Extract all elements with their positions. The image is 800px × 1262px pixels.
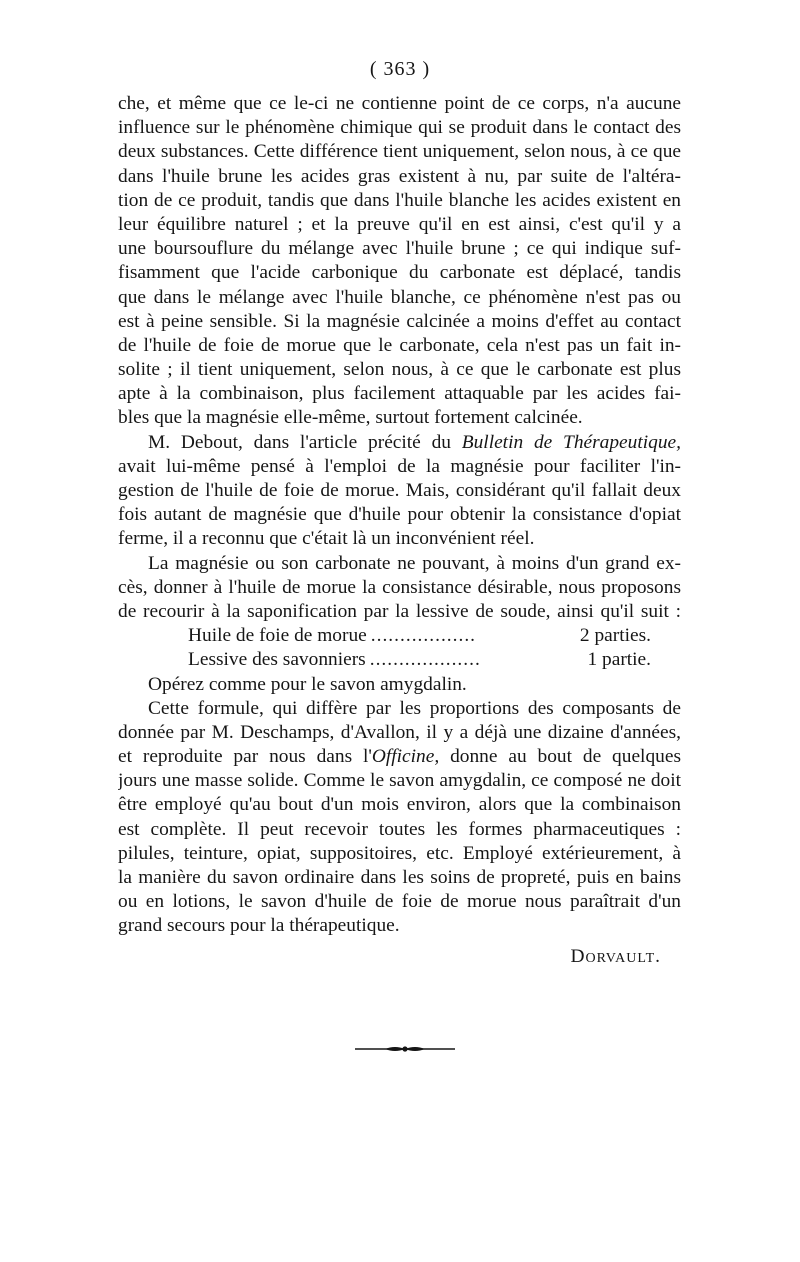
ingredient: Lessive des savonniers xyxy=(188,649,366,671)
text-line: cès, donner à l'huile de morue la consistance désirable, nous proposons xyxy=(118,576,681,598)
text-line: La magnésie ou son carbonate ne pouvant, à moins d'un grand ex- xyxy=(148,552,681,574)
text-span: M. Debout, dans l'article précité du xyxy=(148,431,451,453)
text-line: jours une masse solide. Comme le savon amygdalin, ce composé ne doit xyxy=(118,770,681,792)
ingredient: Huile de foie de morue xyxy=(188,625,367,647)
text-line: ferme, il a reconnu que c'était là un inconvénient réel. xyxy=(118,528,535,550)
text-line: être employé qu'au bout d'un mois environ, alors que la combinaison xyxy=(118,794,681,816)
leader-dots: .................. xyxy=(370,625,477,647)
text-line: de l'huile de foie de morue que le carbonate, cela n'est pas un fait in- xyxy=(118,334,681,356)
text-line xyxy=(118,745,681,769)
amount: 2 parties. xyxy=(579,625,651,647)
text-line: est complète. Il peut recevoir toutes les formes pharmaceutiques : xyxy=(118,818,681,840)
end-ornament-icon xyxy=(355,1044,455,1054)
leader-dots: ................... xyxy=(369,649,481,671)
text-line: une boursouflure du mélange avec l'huile brune ; ce qui indique suf- xyxy=(118,238,681,260)
text-line: est à peine sensible. Si la magnésie calcinée a moins d'effet au contact xyxy=(118,310,681,332)
text-line: tion de ce produit, tandis que dans l'huile blanche les acides existent en xyxy=(118,189,681,211)
text-line: que dans le mélange avec l'huile blanche, ce phénomène n'est pas ou xyxy=(118,286,681,308)
text-line: fois autant de magnésie que d'huile pour obtenir la consistance d'opiat xyxy=(118,504,681,526)
text-line: Opérez comme pour le savon amygdalin. xyxy=(148,673,467,695)
text-span: donne au bout de quelques xyxy=(439,746,681,768)
page-number: ( 363 ) xyxy=(369,58,431,80)
text-line: bles que la magnésie elle-même, surtout fortement calcinée. xyxy=(118,407,583,429)
recipe-line xyxy=(118,624,681,648)
book-title: Officine, xyxy=(371,746,440,768)
author-signature: Dorvault. xyxy=(570,945,661,967)
text-line: che, et même que ce le-ci ne contienne point de ce corps, n'a aucune xyxy=(118,93,681,114)
text-line: grand secours pour la thérapeutique. xyxy=(118,915,400,937)
text-line: de recourir à la saponification par la lessive de soude, ainsi qu'il suit : xyxy=(118,600,681,622)
text-line: gestion de l'huile de foie de morue. Mais, considérant qu'il fallait deux xyxy=(118,480,681,501)
text-line: influence sur le phénomène chimique qui se produit dans le contact des xyxy=(118,117,681,139)
text-line: dans l'huile brune les acides gras existent à nu, par suite de l'altéra- xyxy=(118,165,681,187)
amount: 1 partie. xyxy=(587,649,651,671)
text-line: donnée par M. Deschamps, d'Avallon, il y a déjà une dizaine d'années, xyxy=(118,721,681,743)
text-line: fisamment que l'acide carbonique du carbonate est déplacé, tandis xyxy=(118,262,681,284)
recipe-line xyxy=(118,648,681,672)
text-line: deux substances. Cette différence tient uniquement, selon nous, à ce que xyxy=(118,141,681,163)
text-line: avait lui-même pensé à l'emploi de la magnésie pour faciliter l'in- xyxy=(118,455,681,477)
text-line: ou en lotions, le savon d'huile de foie de morue nous paraîtrait d'un xyxy=(118,891,681,913)
body-text xyxy=(118,92,681,969)
text-line: leur équilibre naturel ; et la preuve qu'il en est ainsi, c'est qu'il y a xyxy=(118,213,681,235)
text-line: solite ; il tient uniquement, selon nous, à ce que le carbonate est plus xyxy=(118,359,681,381)
text-line: apte à la combinaison, plus facilement attaquable par les acides fai- xyxy=(118,383,681,405)
text-line: Cette formule, qui diffère par les proportions des composants de xyxy=(148,697,681,719)
journal-title: Bulletin de Thérapeutique, xyxy=(461,431,681,453)
text-line: la manière du savon ordinaire dans les soins de propreté, puis en bains xyxy=(118,867,681,888)
text-span: et reproduite par nous dans l' xyxy=(118,746,372,768)
text-line xyxy=(118,431,681,455)
text-line: pilules, teinture, opiat, suppositoires, etc. Employé extérieurement, à xyxy=(118,842,681,864)
